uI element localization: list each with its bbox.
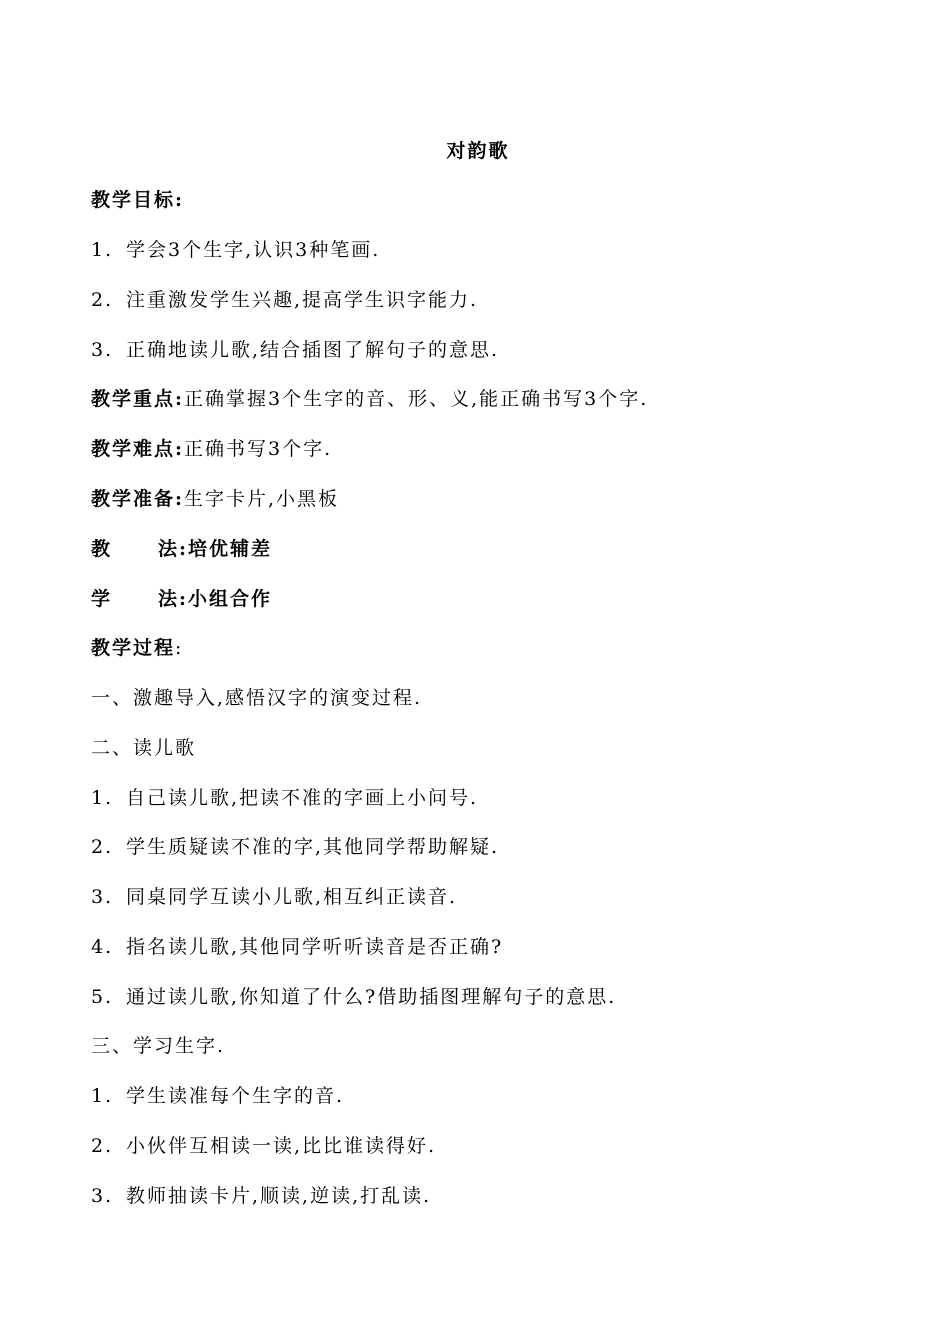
item-number: 2. [91, 836, 114, 858]
preparation-text: 生字卡片,小黑板 [184, 488, 340, 510]
section3-item [91, 1181, 431, 1211]
item-number: 3. [91, 339, 114, 361]
item-number: 1. [91, 787, 114, 809]
item-number: 2. [91, 1135, 114, 1157]
section2-item [91, 832, 499, 862]
item-number: 1. [91, 1085, 114, 1107]
objectives-heading: 教学目标: [91, 189, 185, 211]
item-text: 通过读儿歌,你知道了什么?借助插图理解句子的意思. [126, 986, 617, 1008]
item-text: 教师抽读卡片,顺读,逆读,打乱读. [126, 1185, 432, 1207]
section2-item [91, 982, 616, 1012]
learning-method-label-b: 法: [158, 588, 189, 610]
teaching-method-line [91, 534, 272, 564]
item-number: 4. [91, 936, 114, 958]
item-text: 自己读儿歌,把读不准的字画上小问号. [126, 787, 479, 809]
item-text: 同桌同学互读小儿歌,相互纠正读音. [126, 886, 458, 908]
section3-item [91, 1081, 344, 1111]
item-text: 学生读准每个生字的音. [126, 1085, 345, 1107]
preparation-line [91, 484, 339, 514]
key-points-text: 正确掌握3个生字的音、形、义,能正确书写3个字. [184, 388, 649, 410]
section3-heading: 三、学习生字. [91, 1035, 226, 1057]
section2-heading: 二、读儿歌 [91, 737, 197, 759]
teaching-method-label-b: 法: [158, 538, 189, 560]
item-number: 5. [91, 986, 114, 1008]
difficulties-label: 教学难点: [91, 438, 185, 460]
item-number: 3. [91, 1185, 114, 1207]
item-text: 学生质疑读不准的字,其他同学帮助解疑. [126, 836, 500, 858]
difficulties-line [91, 434, 332, 464]
item-text: 正确地读儿歌,结合插图了解句子的意思. [126, 339, 500, 361]
process-heading: 教学过程 [91, 637, 176, 659]
item-number: 3. [91, 886, 114, 908]
section2-item [91, 783, 478, 813]
document-title: 对韵歌 [446, 140, 510, 162]
process-heading-colon: : [175, 637, 184, 659]
learning-method-line [91, 584, 272, 614]
item-number: 1. [91, 239, 114, 261]
objective-item [91, 235, 380, 265]
item-text: 注重激发学生兴趣,提高学生识字能力. [126, 289, 479, 311]
learning-method-text: 小组合作 [188, 588, 273, 610]
section1-heading: 一、激趣导入,感悟汉字的演变过程. [91, 687, 423, 709]
item-text: 小伙伴互相读一读,比比谁读得好. [126, 1135, 437, 1157]
preparation-label: 教学准备: [91, 488, 185, 510]
section2-item [91, 932, 503, 962]
objective-item [91, 285, 478, 315]
item-text: 学会3个生字,认识3种笔画. [126, 239, 381, 261]
key-points-line [91, 384, 648, 414]
learning-method-label-a: 学 [91, 588, 113, 610]
teaching-method-label-a: 教 [91, 538, 113, 560]
section2-item [91, 882, 457, 912]
key-points-label: 教学重点: [91, 388, 185, 410]
objective-item [91, 335, 499, 365]
section3-item [91, 1131, 436, 1161]
item-text: 指名读儿歌,其他同学听听读音是否正确? [126, 936, 504, 958]
process-heading-line [91, 633, 183, 663]
teaching-method-text: 培优辅差 [188, 538, 273, 560]
item-number: 2. [91, 289, 114, 311]
difficulties-text: 正确书写3个字. [184, 438, 333, 460]
